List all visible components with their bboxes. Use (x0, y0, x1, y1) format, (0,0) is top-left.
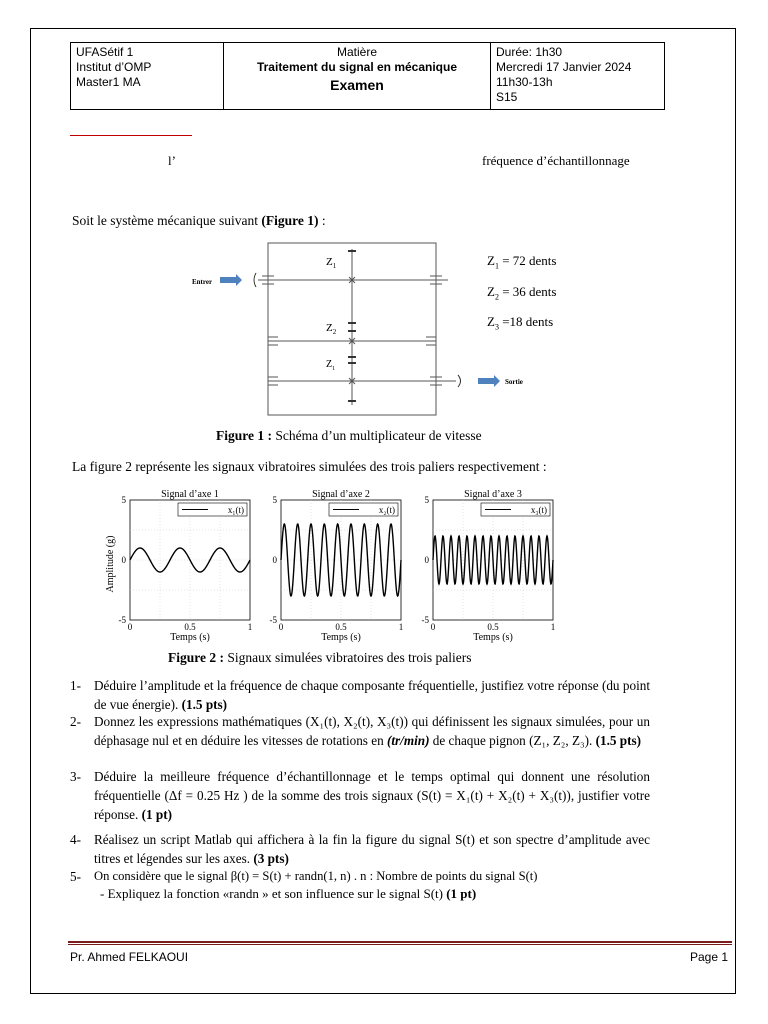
plot-title: Signal d’axe 3 (464, 489, 522, 500)
input-arrow-icon (220, 274, 242, 286)
x-tick-label: 1 (247, 622, 253, 632)
figure1-caption-label: Figure 1 : (216, 428, 272, 443)
y-tick-label: -5 (421, 615, 429, 625)
y-tick-label: 5 (424, 495, 429, 505)
signals-figure (100, 486, 560, 646)
course-title: Traitement du signal en mécanique (256, 60, 458, 74)
intro-figure-ref: (Figure 1) (261, 213, 319, 228)
gear-spec-z2: $Z_2 = 36$ dents (487, 283, 557, 302)
header-schedule (490, 42, 665, 110)
header-course (223, 42, 491, 110)
question-number: 4- (70, 832, 81, 847)
figure2-caption (168, 650, 471, 666)
question-number: 3- (70, 769, 81, 784)
gear-label-z1: $Z_1$ (326, 256, 337, 270)
footer-rule (68, 941, 732, 943)
plot-title: Signal d’axe 1 (161, 489, 219, 500)
output-label: Sortie (505, 378, 523, 386)
question-number: 1- (70, 678, 81, 693)
institution-line: UFASétif 1 (76, 45, 134, 59)
question-2: Donnez les expressions mathématiques (X₁(t), X₂(t), X₃(t)) qui définissent les signaux simulées, pour un déphasage nul et en déduire les vitesses de rotations en (tr/min) de chaque pignon (Z₁, Z₂, Z₃). (1.5 pts) (94, 714, 650, 748)
ylabel: Amplitude (g) (105, 535, 116, 593)
fragment-left: l’ (168, 153, 176, 168)
institution-line: Master1 MA (76, 75, 141, 89)
gear-spec-list (487, 248, 556, 340)
question-1: Déduire l’amplitude et la fréquence de chaque composante fréquentielle, justifiez votre réponse (du point de vue énergie). (1.5 pts) (94, 678, 650, 712)
x-tick-label: 0 (127, 622, 133, 632)
y-tick-label: 0 (424, 555, 429, 565)
y-tick-label: -5 (118, 615, 126, 625)
plot-title: Signal d’axe 2 (312, 489, 370, 500)
x-axis-label: Temps (s) (473, 632, 513, 643)
header-institution (70, 42, 224, 110)
gear-spec-z1: $Z_1 = 72$ dents (487, 253, 557, 271)
x-axis-label: Temps (s) (170, 632, 210, 643)
gear-label-z2: $Z_2$ (326, 322, 337, 336)
question-3: Déduire la meilleure fréquence d’échantillonnage et le temps optimal qui donnent une résolution fréquentielle (Δf = 0.25 Hz ) de la somme des trois signaux (S(t) = X₁(t) + X₂(t) + X₃(t)), justifier votre réponse. (1 pt) (94, 769, 650, 822)
figure2-caption-label: Figure 2 : (168, 650, 224, 665)
schedule-line: S15 (496, 90, 518, 104)
fragment-right: fréquence d’échantillonnage (482, 153, 630, 168)
schedule-line: 11h30-13h (496, 75, 553, 89)
x-tick-label: 1 (398, 622, 404, 632)
question-5-sub: - Expliquez la fonction «randn » et son influence sur le signal S(t) (1 pt) (100, 886, 477, 901)
intro-text: Soit le système mécanique suivant (72, 213, 262, 228)
question-5: On considère que le signal β(t) = S(t) + randn(1, n) . n : Nombre de points du signal S(t) (94, 869, 538, 883)
footer-rule-thin (68, 944, 732, 945)
x-tick-label: 0.5 (335, 622, 347, 632)
y-tick-label: 0 (121, 555, 126, 565)
gearbox-diagram (180, 235, 540, 420)
output-rotation-icon (458, 375, 461, 387)
course-label: Matière (336, 45, 377, 59)
intro-line (72, 213, 326, 229)
x-tick-label: 0 (430, 622, 436, 632)
legend-label: x₂(t) (378, 505, 395, 515)
figure1-caption (216, 428, 482, 444)
gear-spec-z3: $Z_3 =18$ dents (487, 314, 554, 332)
x-tick-label: 0 (278, 622, 284, 632)
legend-label: x₃(t) (530, 505, 547, 515)
figure1-caption-text: Schéma d’un multiplicateur de vitesse (272, 428, 482, 443)
x-tick-label: 0.5 (184, 622, 196, 632)
question-number: 5- (70, 869, 81, 884)
y-tick-label: 5 (272, 495, 277, 505)
figure2-caption-text: Signaux simulées vibratoires des trois paliers (224, 650, 472, 665)
intro-tail: : (318, 213, 326, 228)
red-underline (70, 135, 192, 136)
output-arrow-icon (478, 375, 500, 387)
y-tick-label: -5 (269, 615, 277, 625)
schedule-line: Mercredi 17 Janvier 2024 (496, 60, 632, 74)
x-tick-label: 0.5 (487, 622, 499, 632)
legend-label: x₁(t) (227, 505, 244, 515)
input-rotation-icon (254, 273, 256, 287)
footer-page-number: Page 1 (690, 950, 729, 964)
y-tick-label: 5 (121, 495, 126, 505)
y-tick-label: 0 (272, 555, 277, 565)
question-number: 2- (70, 714, 81, 729)
footer-author: Pr. Ahmed FELKAOUI (70, 950, 189, 964)
gear-label-z1-low: $Z_1$ (326, 359, 336, 372)
x-axis-label: Temps (s) (321, 632, 361, 643)
x-tick-label: 1 (550, 622, 556, 632)
input-label: Entrer (192, 278, 213, 286)
institution-line: Institut d’OMP (76, 60, 152, 74)
question-4: Réalisez un script Matlab qui affichera à la fin la figure du signal S(t) et son spectre d’amplitude avec titres et légendes sur les axes. (3 pts) (94, 832, 650, 866)
exam-title: Examen (330, 77, 384, 93)
figure2-intro: La figure 2 représente les signaux vibratoires simulées des trois paliers respectivement : (72, 459, 547, 474)
schedule-line: Durée: 1h30 (496, 45, 563, 59)
